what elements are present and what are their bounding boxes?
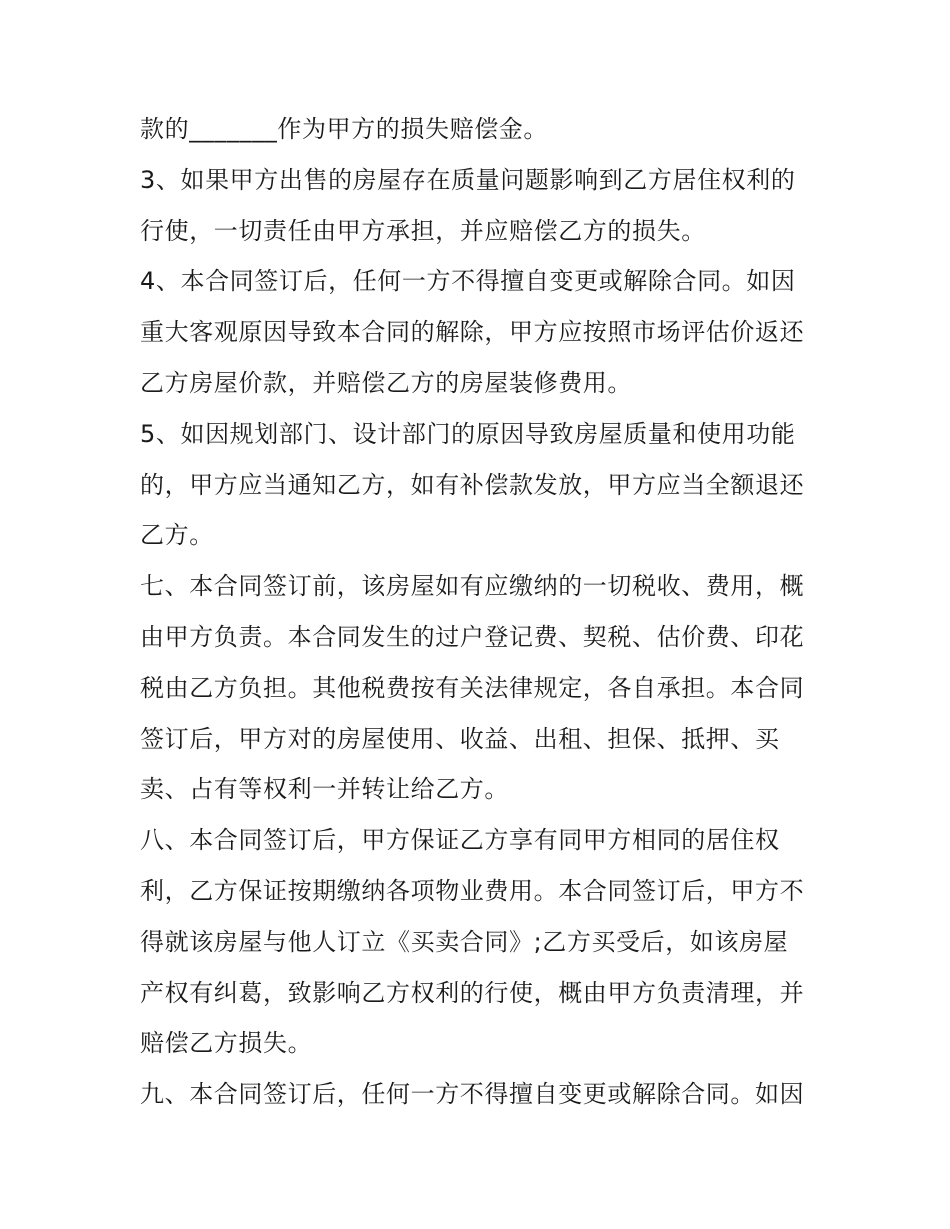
text-line: 七、本合同签订前，该房屋如有应缴纳的一切税收、费用，概 (140, 572, 805, 601)
text-line: 乙方。 (140, 521, 214, 550)
text-line: 行使，一切责任由甲方承担，并应赔偿乙方的损失。 (140, 216, 706, 245)
text-line: 5、如因规划部门、设计部门的原因导致房屋质量和使用功能 (140, 419, 796, 448)
text-line: 八、本合同签订后，甲方保证乙方享有同甲方相同的居住权 (140, 826, 780, 855)
text-line: 3、如果甲方出售的房屋存在质量问题影响到乙方居住权利的 (140, 165, 796, 194)
text-line: 赔偿乙方损失。 (140, 1029, 313, 1058)
document-body (140, 104, 830, 1120)
text-line: 签订后，甲方对的房屋使用、收益、出租、担保、抵押、买 (140, 724, 780, 753)
text-line: 得就该房屋与他人订立《买卖合同》;乙方买受后，如该房屋 (140, 927, 789, 956)
text-line: 重大客观原因导致本合同的解除，甲方应按照市场评估价返还 (140, 318, 805, 347)
text-line: 利，乙方保证按期缴纳各项物业费用。本合同签订后，甲方不 (140, 876, 805, 905)
text-line: 4、本合同签订后，任何一方不得擅自变更或解除合同。如因 (140, 267, 796, 296)
text-line: 产权有纠葛，致影响乙方权利的行使，概由甲方负责清理，并 (140, 978, 805, 1007)
text-line: 款的_______作为甲方的损失赔偿金。 (140, 115, 548, 143)
text-line: 的，甲方应当通知乙方，如有补偿款发放，甲方应当全额退还 (140, 470, 805, 499)
text-line: 乙方房屋价款，并赔偿乙方的房屋装修费用。 (140, 368, 632, 397)
text-line: 九、本合同签订后，任何一方不得擅自变更或解除合同。如因 (140, 1080, 805, 1109)
text-line: 税由乙方负担。其他税费按有关法律规定，各自承担。本合同 (140, 673, 805, 702)
text-line: 卖、占有等权利一并转让给乙方。 (140, 775, 509, 804)
text-line: 由甲方负责。本合同发生的过户登记费、契税、估价费、印花 (140, 622, 805, 651)
